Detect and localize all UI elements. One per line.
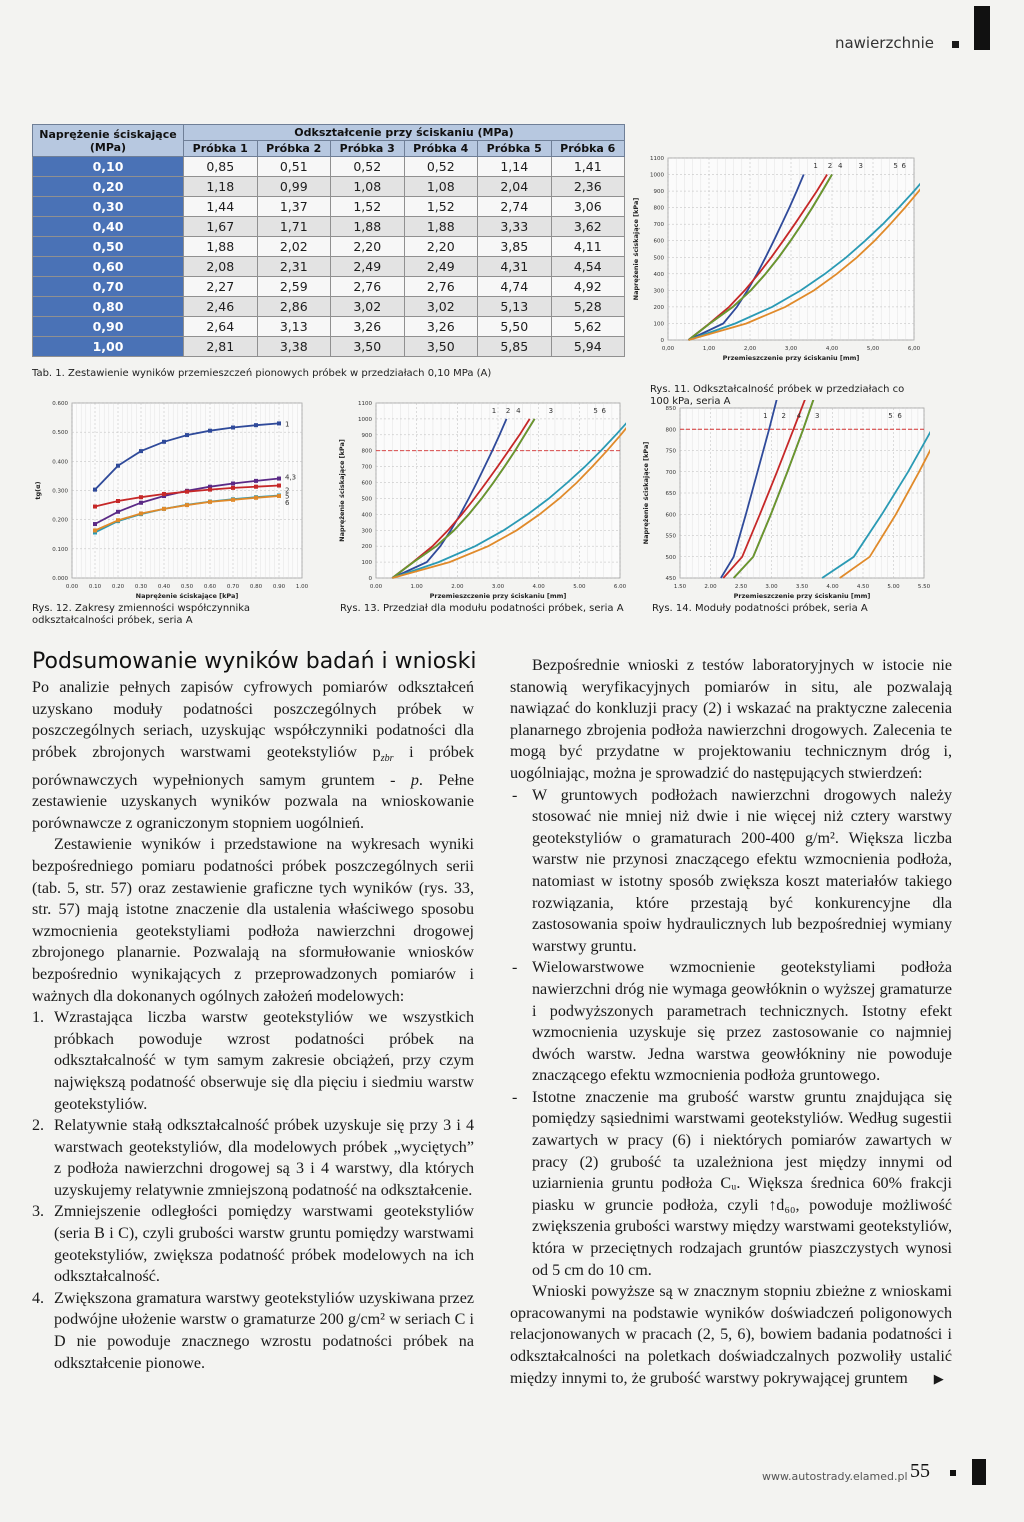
data-point	[254, 423, 258, 427]
list-item-text: Wzrastająca liczba warstw geotekstyliów we wszystkich próbkach powoduje wzrost podatności próbek na odkształcalność w tym samym zakresie obciążeń, przy czym największą podatność obserwuje się dla pięciu i siedmiu warstw geotekstyliów.	[54, 1009, 474, 1113]
table-sample-header: Próbka 5	[478, 141, 552, 157]
x-tick-label: 0.90	[272, 584, 286, 590]
x-tick-label: 0.00	[65, 584, 79, 590]
y-tick-label: 850	[665, 406, 676, 412]
table-value-cell: 2,59	[257, 277, 331, 297]
data-point	[254, 496, 258, 500]
x-tick-label: 5,00	[866, 346, 880, 352]
y-tick-label: 200	[361, 544, 372, 551]
table-value-cell: 2,46	[184, 297, 258, 317]
left-p1-sub: zbr	[380, 753, 394, 764]
series-end-label: 4,3	[285, 473, 297, 482]
dash-item	[510, 785, 952, 958]
table-value-cell: 5,94	[551, 337, 625, 357]
y-tick-label: 100	[361, 560, 372, 567]
table-row	[33, 197, 625, 217]
table-value-cell: 4,31	[478, 257, 552, 277]
table-value-cell: 2,76	[331, 277, 405, 297]
table-value-cell: 3,02	[404, 297, 478, 317]
caption-rys14: Rys. 14. Moduły podatności próbek, seria A	[652, 603, 868, 614]
table-stress-cell: 0,80	[33, 297, 184, 317]
data-point	[231, 426, 235, 430]
list-item	[32, 1007, 474, 1115]
table-value-cell: 4,74	[478, 277, 552, 297]
y-tick-label: 800	[665, 427, 676, 434]
x-tick-label: 0.20	[111, 584, 125, 590]
table-stress-cell: 0,90	[33, 317, 184, 337]
table-value-cell: 2,08	[184, 257, 258, 277]
data-point	[93, 528, 97, 532]
table-row	[33, 297, 625, 317]
x-tick-label: 2.00	[451, 584, 464, 590]
data-point	[185, 433, 189, 437]
dash-bullet: -	[512, 786, 518, 804]
y-tick-label: 300	[653, 288, 664, 295]
table-stress-cell: 0,70	[33, 277, 184, 297]
x-tick-label: 2.50	[734, 584, 748, 590]
data-point	[93, 488, 97, 492]
table-value-cell: 4,11	[551, 237, 625, 257]
table-stress-cell: 0,40	[33, 217, 184, 237]
table-value-cell: 0,52	[404, 157, 478, 177]
curve-top-label: 5	[888, 412, 893, 420]
table-value-cell: 1,37	[257, 197, 331, 217]
data-point	[162, 440, 166, 444]
x-tick-label: 4,00	[825, 346, 839, 352]
series-end-label: 2	[285, 486, 290, 495]
dash-item-text: Wielowarstwowe wzmocnienie geotekstyliami podłoża nawierzchni dróg nie wymaga geowłóknin o wyższej gramaturze i podwyższonych parametrach technicznych. Istotny efekt wzmocnienia uzyskuje się przez zastosowanie co najmniej dwóch warstw. Jedna warstwa geowłókniny nie powoduje znaczącego efektu wzmocnienia podłoża gruntowego.	[532, 959, 952, 1085]
table-row	[33, 257, 625, 277]
section-title: nawierzchnie	[834, 34, 934, 52]
data-point	[208, 500, 212, 504]
table-value-cell: 2,36	[551, 177, 625, 197]
curve-top-label: 4	[837, 162, 843, 170]
table-value-cell: 3,50	[331, 337, 405, 357]
data-point	[208, 429, 212, 433]
table-value-cell: 2,74	[478, 197, 552, 217]
y-axis-label: Naprężenie ściskające [kPa]	[338, 439, 346, 542]
curve-top-label: 2	[781, 412, 786, 420]
dash-item-text: Istotne znaczenie ma grubość warstw gruntu znajdująca się pomiędzy sąsiednimi warstwami geotekstyliów. Według sugestii zawartych w pracy (6) i niektórych pomiarów zawartych w pracy (2) grubość ta uzależniona jest między innymi od uziarnienia gruntu podłoża Cᵤ. Większa średnica 60% frakcji piasku w gruncie podłoża, czyli ↑d₆₀, powoduje możliwość zwiększenia grubości warstwy między warstwami geotekstyliów, która w przeciętnych rodzajach gruntów piaszczystych wynosi od 5 cm do 10 cm.	[532, 1088, 952, 1279]
x-tick-label: 0.80	[249, 584, 263, 590]
curve-top-label: 2	[827, 162, 833, 170]
data-point	[162, 492, 166, 496]
data-point	[277, 484, 281, 488]
table-value-cell: 2,04	[478, 177, 552, 197]
y-tick-label: 0.100	[52, 546, 68, 553]
x-tick-label: 3.50	[795, 584, 809, 590]
y-tick-label: 900	[361, 432, 372, 439]
y-tick-label: 0.200	[52, 517, 68, 524]
table-group-header: Odkształcenie przy ściskaniu (MPa)	[184, 125, 625, 141]
table-value-cell: 0,51	[257, 157, 331, 177]
table-value-cell: 2,64	[184, 317, 258, 337]
curve-top-label: 2	[505, 407, 511, 415]
table-stress-cell: 0,60	[33, 257, 184, 277]
y-tick-label: 650	[665, 491, 676, 497]
dash-bullet: -	[512, 1088, 518, 1106]
table-value-cell: 3,85	[478, 237, 552, 257]
table-value-cell: 1,67	[184, 217, 258, 237]
data-point	[139, 449, 143, 453]
table-value-cell: 1,88	[184, 237, 258, 257]
chart-rys11	[630, 150, 920, 362]
table-sample-header: Próbka 6	[551, 141, 625, 157]
continue-arrow-icon: ▶	[933, 1370, 944, 1386]
curve-top-label: 5	[893, 162, 898, 170]
table-value-cell: 1,44	[184, 197, 258, 217]
curve-top-label: 1	[491, 407, 497, 415]
table-value-cell: 2,81	[184, 337, 258, 357]
table-sample-header: Próbka 1	[184, 141, 258, 157]
curve-top-label: 5	[593, 407, 598, 415]
y-tick-label: 0.400	[52, 459, 68, 466]
list-item	[32, 1115, 474, 1201]
table-row	[33, 157, 625, 177]
table-value-cell: 3,26	[404, 317, 478, 337]
x-axis-label: Przemieszczenie przy ściskaniu [mm]	[722, 354, 860, 362]
list-item-number: 1.	[32, 1009, 45, 1027]
table-sample-header: Próbka 3	[331, 141, 405, 157]
curve-top-label: 4	[796, 412, 802, 420]
table-value-cell: 5,13	[478, 297, 552, 317]
y-tick-label: 100	[653, 321, 664, 328]
y-axis-label: Naprężenie ściskające [kPa]	[642, 441, 650, 545]
y-tick-label: 600	[665, 512, 676, 519]
y-tick-label: 550	[665, 533, 676, 540]
data-point	[116, 499, 120, 503]
y-tick-label: 800	[653, 205, 664, 212]
table-value-cell: 3,13	[257, 317, 331, 337]
table-value-cell: 3,06	[551, 197, 625, 217]
x-tick-label: 4.00	[532, 584, 545, 590]
x-tick-label: 0.40	[157, 584, 171, 590]
chart-rys14	[640, 400, 930, 600]
y-tick-label: 400	[361, 512, 372, 519]
data-point	[231, 498, 235, 502]
x-tick-label: 5.00	[887, 584, 900, 590]
right-column	[510, 655, 952, 1389]
chart-svg	[32, 395, 332, 600]
left-column	[32, 677, 474, 1374]
table-row	[33, 277, 625, 297]
left-p1-p: p	[410, 771, 419, 789]
data-point	[231, 482, 235, 486]
x-tick-label: 1.00	[295, 584, 309, 590]
table-row	[33, 317, 625, 337]
table-value-cell: 2,86	[257, 297, 331, 317]
page-number: 55	[910, 1460, 930, 1482]
dash-item-text: W gruntowych podłożach nawierzchni drogowych należy stosować nie mniej niż dwie i nie więcej niż cztery warstwy geotekstyliów o gramaturach 200-400 g/m². Większa liczba warstw nie przynosi znaczącego efektu wzmocnienia podłoża, natomiast w istotny sposób zwiększa koszt materiałów takiego rozwiązania, które przestają być konkurencyjne dla zastosowania spoiw hydraulicznych lub bezpośredniej wymiany warstwy gruntu.	[532, 786, 952, 955]
left-p1-text: Po analizie pełnych zapisów cyfrowych pomiarów odkształceń uzyskano moduły podatności poszczególnych próbek w poszczególnych seriach, uzyskując współczynniki podatności dla próbek zbrojonych warstwami geotekstyliów p	[32, 679, 474, 761]
data-point	[185, 490, 189, 494]
y-axis-label: tg(α)	[34, 481, 42, 500]
y-tick-label: 0.000	[52, 576, 68, 582]
x-tick-label: 5.00	[573, 584, 586, 590]
right-p2-text: Wnioski powyższe są w znacznym stopniu zbieżne z wnioskami opracowanymi na podstawie wyników doświadczeń poligonowych relacjonowanych w pracach (2, 5, 6), bowiem badania podatności i odkształcalności na poletkach doświadczalnych pozwoliły ustalić między innymi to, że grubość warstwy pokrywającej gruntem	[510, 1283, 952, 1387]
data-point	[277, 494, 281, 498]
table-value-cell: 2,49	[404, 257, 478, 277]
list-item	[32, 1201, 474, 1287]
table-value-cell: 2,49	[331, 257, 405, 277]
y-tick-label: 1000	[358, 416, 372, 423]
table-value-cell: 1,88	[331, 217, 405, 237]
curve-top-label: 4	[516, 407, 521, 415]
table-value-cell: 0,99	[257, 177, 331, 197]
right-paragraph-1: Bezpośrednie wnioski z testów laboratoryjnych w istocie nie stanowią weryfikacyjnych pomiarów in situ, ale pozwalają nawiązać do konkluzji pracy (2) i wskazać na praktyczne zalecenia planarnego zbrojenia podłoża nawierzchni drogowych. Zalecenia te mogą być przydatne w projektowaniu technicznym dróg i, uogólniając, można je sprowadzić do następujących stwierdzeń:	[510, 657, 952, 782]
x-tick-label: 1.50	[673, 584, 687, 590]
table-col1-header: Naprężenie ściskające (MPa)	[33, 125, 184, 157]
curve-top-label: 6	[601, 407, 606, 415]
table-row	[33, 217, 625, 237]
left-p1-text-c: . Pełne zestawienie uzyskanych wyników pozwala na wnioskowanie porównawcze z ograniczonym stopniem uogólnień.	[32, 771, 474, 832]
series-end-label: 5	[285, 492, 290, 501]
results-table-wrapper	[32, 124, 625, 357]
y-tick-label: 700	[361, 464, 372, 471]
x-tick-label: 3.00	[491, 584, 505, 590]
table-sample-header: Próbka 2	[257, 141, 331, 157]
y-tick-label: 0	[660, 338, 664, 344]
list-item-text: Zwiększona gramatura warstwy geotekstyliów uzyskiwana przez podwójne ułożenie warstw o gramaturze 200 g/cm² w seriach C i D nie powoduje znacznego wzrostu podatności próbek na odkształcenie pionowe.	[54, 1289, 474, 1372]
y-tick-label: 0.500	[52, 430, 68, 437]
table-stress-cell: 0,20	[33, 177, 184, 197]
table-value-cell: 1,52	[331, 197, 405, 217]
y-tick-label: 0.300	[52, 488, 68, 495]
results-table	[32, 124, 625, 357]
x-tick-label: 4.50	[856, 584, 870, 590]
table-row	[33, 237, 625, 257]
curve-top-label: 3	[815, 412, 820, 420]
table-value-cell: 5,62	[551, 317, 625, 337]
x-tick-label: 5.50	[917, 584, 930, 590]
table-value-cell: 3,33	[478, 217, 552, 237]
dash-item	[510, 957, 952, 1087]
data-point	[116, 518, 120, 522]
curve-top-label: 6	[901, 162, 906, 170]
y-axis-label: Naprężenie ściskające [kPa]	[632, 197, 640, 301]
x-tick-label: 2,00	[743, 346, 757, 352]
data-point	[93, 522, 97, 526]
table-value-cell: 4,54	[551, 257, 625, 277]
table-value-cell: 2,02	[257, 237, 331, 257]
footer-bar-mark	[972, 1459, 986, 1485]
numbered-list	[32, 1007, 474, 1374]
x-tick-label: 0.10	[88, 584, 102, 590]
data-point	[139, 501, 143, 505]
data-point	[139, 512, 143, 516]
data-point	[277, 421, 281, 425]
x-tick-label: 1.00	[410, 584, 423, 590]
y-tick-label: 700	[665, 469, 676, 476]
x-axis-label: Przemieszczenie przy ściskaniu [mm]	[733, 592, 871, 600]
table-value-cell: 5,85	[478, 337, 552, 357]
data-point	[231, 486, 235, 490]
chart-svg	[630, 150, 920, 362]
table-value-cell: 2,27	[184, 277, 258, 297]
curve-top-label: 3	[548, 407, 554, 415]
table-value-cell: 3,26	[331, 317, 405, 337]
left-paragraph-1	[32, 677, 474, 834]
y-tick-label: 500	[653, 255, 664, 262]
left-p1-text-b: i próbek porównawczych wypełnionych samym gruntem -	[32, 743, 474, 789]
table-stress-cell: 1,00	[33, 337, 184, 357]
x-axis-label: Naprężenie ściskające [kPa]	[135, 592, 239, 600]
table-caption: Tab. 1. Zestawienie wyników przemieszczeń pionowych próbek w przedziałach 0,10 MPa (A)	[32, 368, 492, 379]
table-value-cell: 2,20	[331, 237, 405, 257]
x-tick-label: 2.00	[704, 584, 717, 590]
y-tick-label: 450	[665, 576, 676, 582]
y-tick-label: 300	[361, 528, 372, 535]
y-tick-label: 400	[653, 271, 664, 278]
table-stress-cell: 0,10	[33, 157, 184, 177]
y-tick-label: 600	[361, 480, 372, 487]
curve-top-label: 3	[858, 162, 863, 170]
caption-rys12: Rys. 12. Zakresy zmienności współczynnika odkształcalności próbek, seria A	[32, 603, 251, 626]
dash-item	[510, 1087, 952, 1281]
data-point	[254, 479, 258, 483]
article-heading: Podsumowanie wyników badań i wnioski	[32, 649, 477, 674]
x-tick-label: 0.60	[203, 584, 217, 590]
table-value-cell: 1,08	[404, 177, 478, 197]
table-row	[33, 177, 625, 197]
left-paragraph-2: Zestawienie wyników i przedstawione na wykresach wyniki bezpośredniego pomiaru podatności próbek poszczególnych serii (tab. 5, str. 57) oraz zestawienie graficzne tych wyników (rys. 33, str. 57) mają istotne znaczenie dla ustalenia właściwego sposobu wzmocnienia geotekstyliami podłoża nawierzchni drogowej zbrojonego planarnie. Pozwalają na sformułowanie wniosków bezpośrednio wynikających z przeprowadzonych pomiarów i ważnych dla dokonanych ogólnych założeń modelowych:	[32, 836, 474, 1005]
series-end-label: 1	[285, 420, 290, 429]
table-value-cell: 3,50	[404, 337, 478, 357]
y-tick-label: 0.600	[52, 401, 68, 407]
table-body	[33, 157, 625, 357]
table-value-cell: 3,62	[551, 217, 625, 237]
list-item-number: 3.	[32, 1203, 45, 1221]
table-value-cell: 1,71	[257, 217, 331, 237]
table-value-cell: 3,38	[257, 337, 331, 357]
x-tick-label: 0.50	[180, 584, 194, 590]
table-value-cell: 1,14	[478, 157, 552, 177]
y-tick-label: 200	[653, 304, 664, 311]
table-value-cell: 5,50	[478, 317, 552, 337]
table-stress-cell: 0,30	[33, 197, 184, 217]
table-value-cell: 2,20	[404, 237, 478, 257]
x-tick-label: 0,00	[661, 346, 675, 352]
header-square-mark	[952, 41, 959, 48]
table-value-cell: 1,08	[331, 177, 405, 197]
data-point	[116, 464, 120, 468]
table-value-cell: 5,28	[551, 297, 625, 317]
list-item-number: 4.	[32, 1289, 45, 1307]
table-value-cell: 2,31	[257, 257, 331, 277]
table-row	[33, 337, 625, 357]
y-tick-label: 500	[361, 496, 372, 503]
y-tick-label: 750	[665, 448, 676, 455]
y-tick-label: 900	[653, 189, 664, 196]
data-point	[116, 510, 120, 514]
x-tick-label: 6.00	[613, 584, 626, 590]
table-value-cell: 1,18	[184, 177, 258, 197]
dash-list	[510, 785, 952, 1282]
curve-top-label: 1	[763, 412, 768, 420]
curve-top-label: 1	[813, 162, 818, 170]
data-point	[254, 485, 258, 489]
y-tick-label: 1100	[650, 156, 664, 162]
footer-url: www.autostrady.elamed.pl	[762, 1470, 908, 1483]
curve-top-label: 6	[897, 412, 902, 420]
y-tick-label: 800	[361, 448, 372, 455]
y-tick-label: 600	[653, 238, 664, 245]
list-item	[32, 1288, 474, 1374]
y-tick-label: 500	[665, 554, 676, 561]
chart-svg	[336, 395, 626, 600]
table-value-cell: 2,76	[404, 277, 478, 297]
table-value-cell: 1,88	[404, 217, 478, 237]
list-item-number: 2.	[32, 1117, 45, 1135]
caption-rys13: Rys. 13. Przedział dla modułu podatności próbek, seria A	[340, 603, 624, 614]
data-point	[139, 495, 143, 499]
x-tick-label: 4.00	[826, 584, 839, 590]
data-point	[208, 488, 212, 492]
header-bar-mark	[974, 6, 990, 50]
table-value-cell: 4,92	[551, 277, 625, 297]
dash-bullet: -	[512, 959, 518, 977]
data-point	[185, 503, 189, 507]
chart-rys13	[336, 395, 626, 600]
y-tick-label: 700	[653, 222, 664, 229]
x-tick-label: 1,00	[702, 346, 716, 352]
table-value-cell: 1,41	[551, 157, 625, 177]
list-item-text: Relatywnie stałą odkształcalność próbek uzyskuje się przy 3 i 4 warstwach geotekstyliów, dla modelowych próbek „wyciętych” z podłoża nawierzchni drogowej są 3 i 4 warstwy, dla których uzyskujemy relatywnie zmniejszoną podatność na odkształcenie.	[54, 1117, 474, 1199]
data-point	[277, 477, 281, 481]
y-tick-label: 0	[368, 576, 372, 582]
footer-square-mark	[950, 1470, 956, 1476]
data-point	[162, 507, 166, 511]
x-tick-label: 3.00	[765, 584, 778, 590]
table-value-cell: 0,52	[331, 157, 405, 177]
table-value-cell: 0,85	[184, 157, 258, 177]
plot-area	[668, 158, 914, 340]
x-axis-label: Przemieszczenie przy ściskaniu [mm]	[429, 592, 567, 600]
caption-rys11: Rys. 11. Odkształcalność próbek w przedziałach co 100 kPa, seria A	[650, 384, 905, 407]
table-stress-cell: 0,50	[33, 237, 184, 257]
chart-svg	[640, 400, 930, 600]
table-value-cell: 1,52	[404, 197, 478, 217]
x-tick-label: 0.70	[226, 584, 240, 590]
data-point	[93, 505, 97, 509]
list-item-text: Zmniejszenie odległości pomiędzy warstwami geotekstyliów (seria B i C), czyli grubości warstw gruntu pomiędzy warstwami geotekstyliów, zwiększa podatność próbek modelowych na ich odkształcalność.	[54, 1203, 474, 1286]
series-end-label: 6	[285, 499, 290, 508]
y-tick-label: 1100	[358, 401, 372, 407]
x-tick-label: 0.00	[369, 584, 383, 590]
right-paragraph-2	[510, 1281, 952, 1389]
x-tick-label: 0.30	[134, 584, 148, 590]
y-tick-label: 1000	[650, 172, 664, 179]
chart-rys12	[32, 395, 332, 600]
table-value-cell: 3,02	[331, 297, 405, 317]
x-tick-label: 3,00	[784, 346, 798, 352]
table-sample-header: Próbka 4	[404, 141, 478, 157]
x-tick-label: 6,00	[907, 346, 920, 352]
